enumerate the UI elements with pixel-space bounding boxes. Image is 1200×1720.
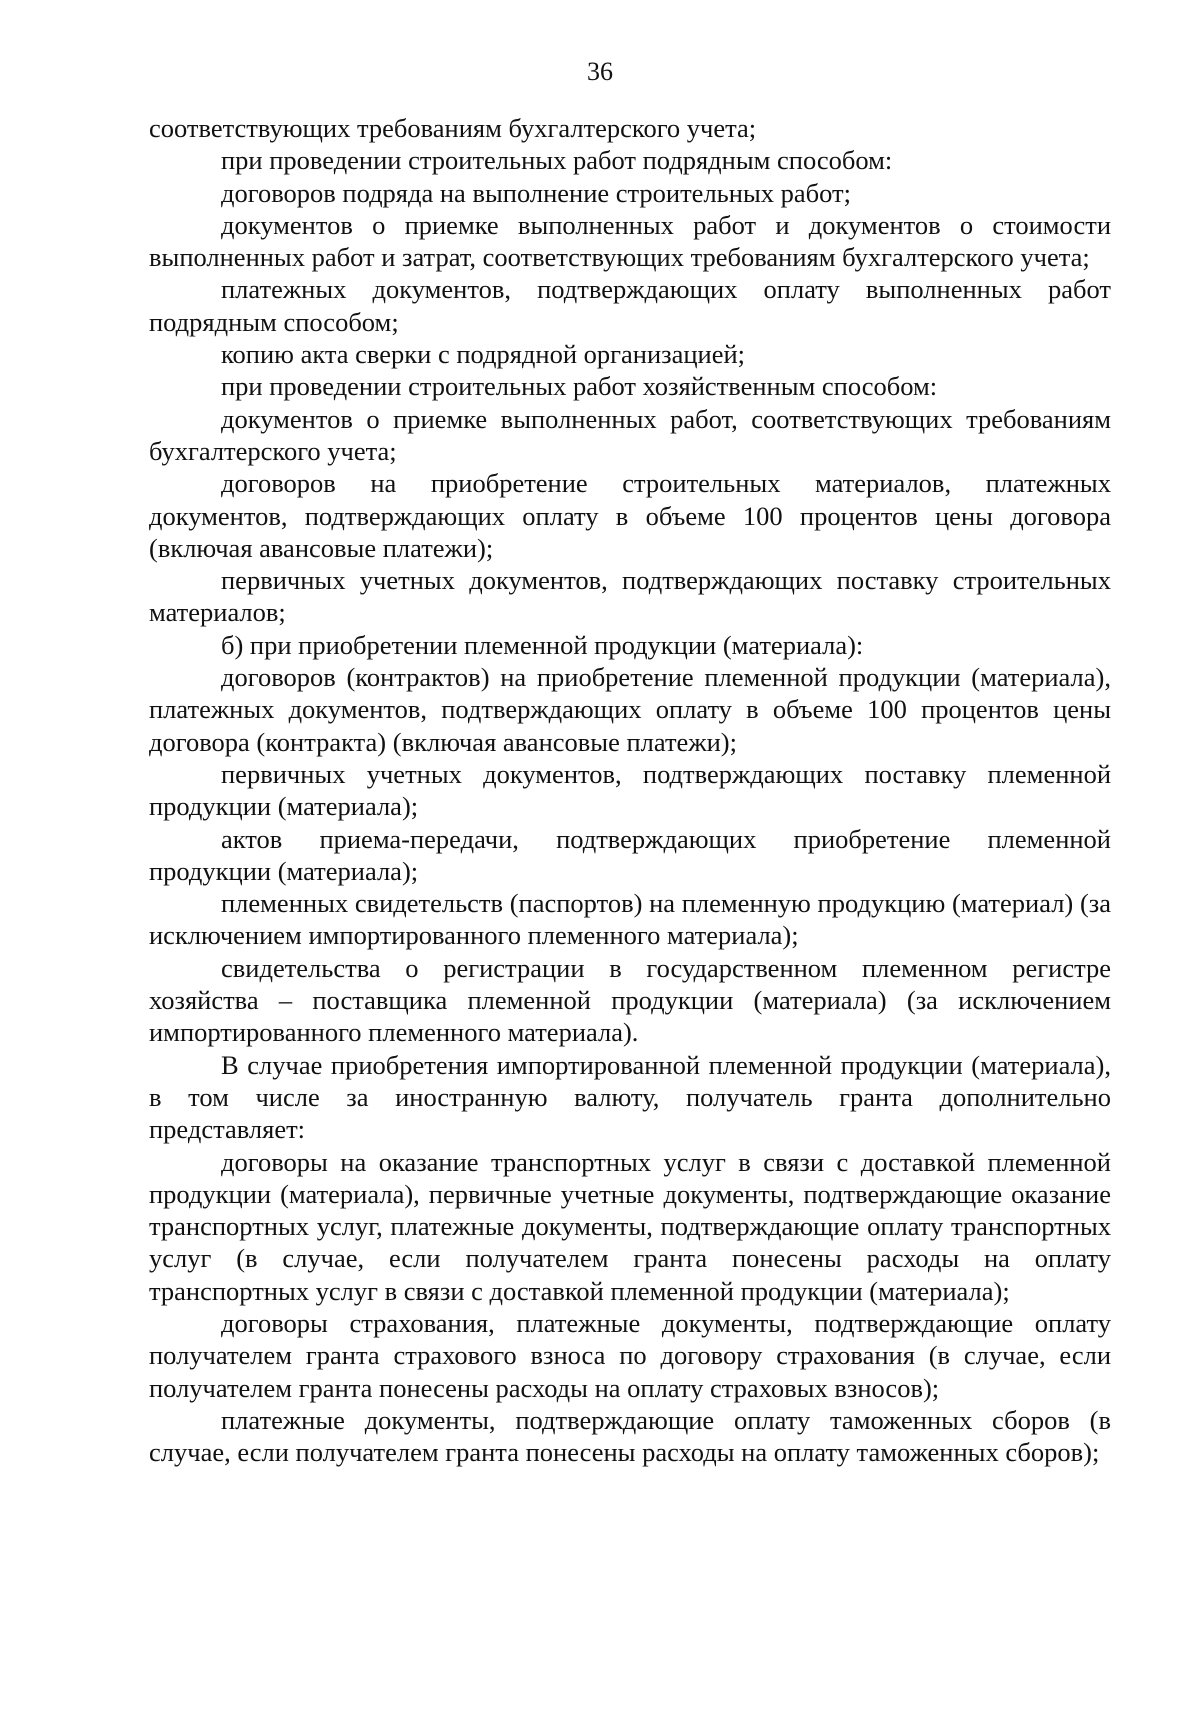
- paragraph: договоров (контрактов) на приобретение племенной продукции (материала), платежных документов, подтверждающих оплату в объеме 100 процентов цены договора (контракта) (включая авансовые платежи);: [149, 662, 1111, 757]
- paragraph: документов о приемке выполненных работ и документов о стоимости выполненных работ и затрат, соответствующих требованиям бухгалтерского учета;: [149, 209, 1111, 273]
- document-body: [149, 112, 1111, 1468]
- paragraph: договоров на приобретение строительных материалов, платежных документов, подтверждающих оплату в объеме 100 процентов цены договора (включая авансовые платежи);: [149, 468, 1111, 563]
- paragraph: платежные документы, подтверждающие оплату таможенных сборов (в случае, если получателем гранта понесены расходы на оплату таможенных сборов);: [149, 1404, 1111, 1468]
- paragraph: копию акта сверки с подрядной организацией;: [221, 339, 746, 370]
- paragraph-continuation: соответствующих требованиям бухгалтерского учета;: [149, 113, 757, 143]
- paragraph: В случае приобретения импортированной племенной продукции (материала), в том числе за иностранную валюту, получатель гранта дополнительно представляет:: [149, 1049, 1111, 1145]
- paragraph: договоров подряда на выполнение строительных работ;: [221, 177, 851, 208]
- paragraph: актов приема-передачи, подтверждающих приобретение племенной продукции (материала);: [149, 823, 1111, 886]
- paragraph: свидетельства о регистрации в государственном племенном регистре хозяйства – поставщика племенной продукции (материала) (за исключением импортированного племенного материала).: [149, 952, 1111, 1048]
- paragraph: первичных учетных документов, подтверждающих поставку племенной продукции (материала);: [149, 758, 1111, 822]
- paragraph: при проведении строительных работ хозяйственным способом:: [221, 371, 938, 402]
- page-number: 36: [587, 57, 613, 86]
- paragraph: договоры на оказание транспортных услуг в связи с доставкой племенной продукции (материала), первичные учетные документы, подтверждающие оказание транспортных услуг, платежные документы, подтверждающие оплату транспортных услуг (в случае, если получателем гранта понесены расходы на оплату транспортных услуг в связи с доставкой племенной продукции (материала);: [149, 1146, 1111, 1306]
- paragraph: договоры страхования, платежные документы, подтверждающие оплату получателем гранта страхового взноса по договору страхования (в случае, если получателем гранта понесены расходы на оплату страховых взносов);: [149, 1307, 1111, 1403]
- paragraph: при проведении строительных работ подрядным способом:: [221, 145, 893, 176]
- paragraph: первичных учетных документов, подтверждающих поставку строительных материалов;: [149, 565, 1111, 628]
- paragraph: документов о приемке выполненных работ, соответствующих требованиям бухгалтерского учета;: [149, 403, 1111, 466]
- paragraph: платежных документов, подтверждающих оплату выполненных работ подрядным способом;: [149, 274, 1111, 337]
- paragraph: б) при приобретении племенной продукции (материала):: [221, 629, 864, 660]
- paragraph: племенных свидетельств (паспортов) на племенную продукцию (материал) (за исключением импортированного племенного материала);: [149, 888, 1111, 951]
